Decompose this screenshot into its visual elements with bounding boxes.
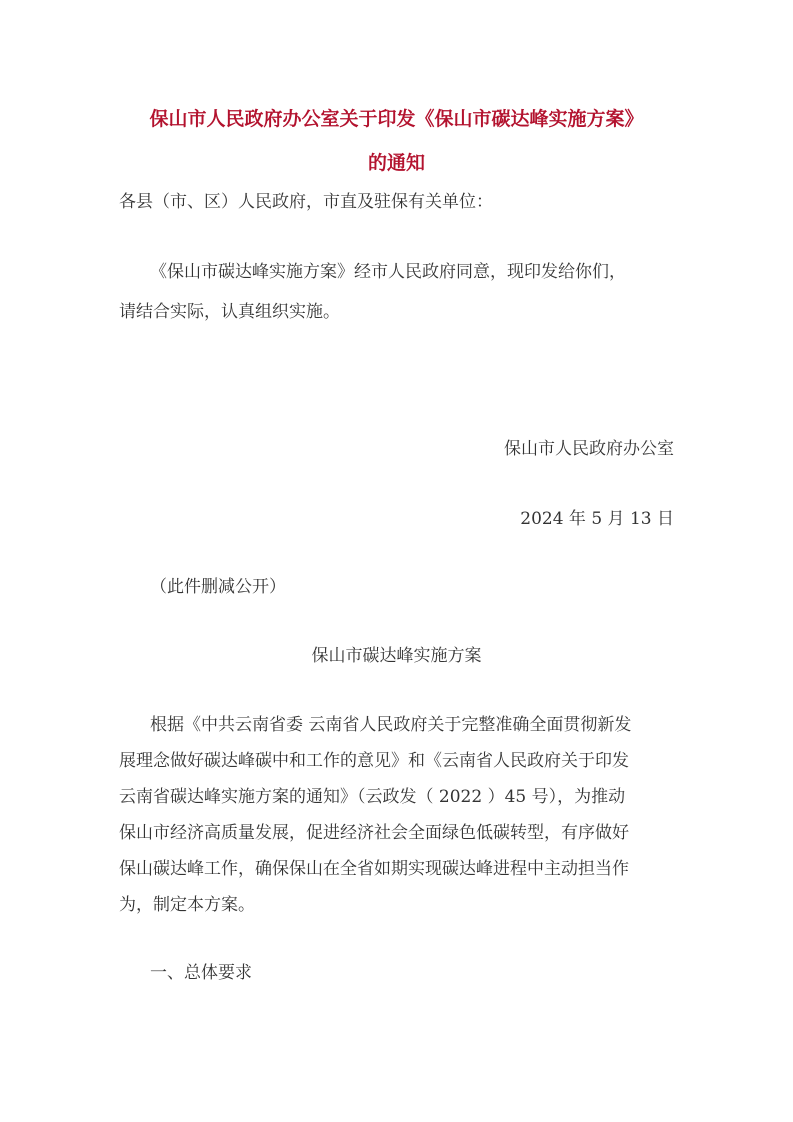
body-line-6: 为，制定本方案。: [119, 895, 255, 915]
body-line-1: 根据《中共云南省委 云南省人民政府关于完整准确全面贯彻新发: [150, 715, 632, 735]
body-line-4: 保山市经济高质量发展，促进经济社会全面绿色低碳转型，有序做好: [119, 823, 629, 843]
section-heading: 一、总体要求: [150, 963, 252, 983]
issuer: 保山市人民政府办公室: [504, 439, 674, 459]
body-line-3: 云南省碳达峰实施方案的通知》（云政发（ 2022 ）45 号），为推动: [119, 787, 626, 807]
document-title-line-1: 保山市人民政府办公室关于印发《保山市碳达峰实施方案》: [149, 108, 644, 130]
disclosure-note: （此件删减公开）: [150, 577, 286, 597]
body-line-5: 保山碳达峰工作，确保保山在全省如期实现碳达峰进程中主动担当作: [119, 859, 629, 879]
notice-line-1: 《保山市碳达峰实施方案》经市人民政府同意，现印发给你们，: [150, 262, 626, 282]
issue-date: 2024 年 5 月 13 日: [520, 509, 674, 529]
notice-line-2: 请结合实际，认真组织实施。: [119, 302, 340, 322]
document-title-line-2: 的通知: [367, 152, 425, 174]
plan-title: 保山市碳达峰实施方案: [311, 646, 482, 666]
salutation: 各县（市、区）人民政府，市直及驻保有关单位：: [119, 192, 493, 212]
body-line-2: 展理念做好碳达峰碳中和工作的意见》和《云南省人民政府关于印发: [119, 751, 629, 771]
